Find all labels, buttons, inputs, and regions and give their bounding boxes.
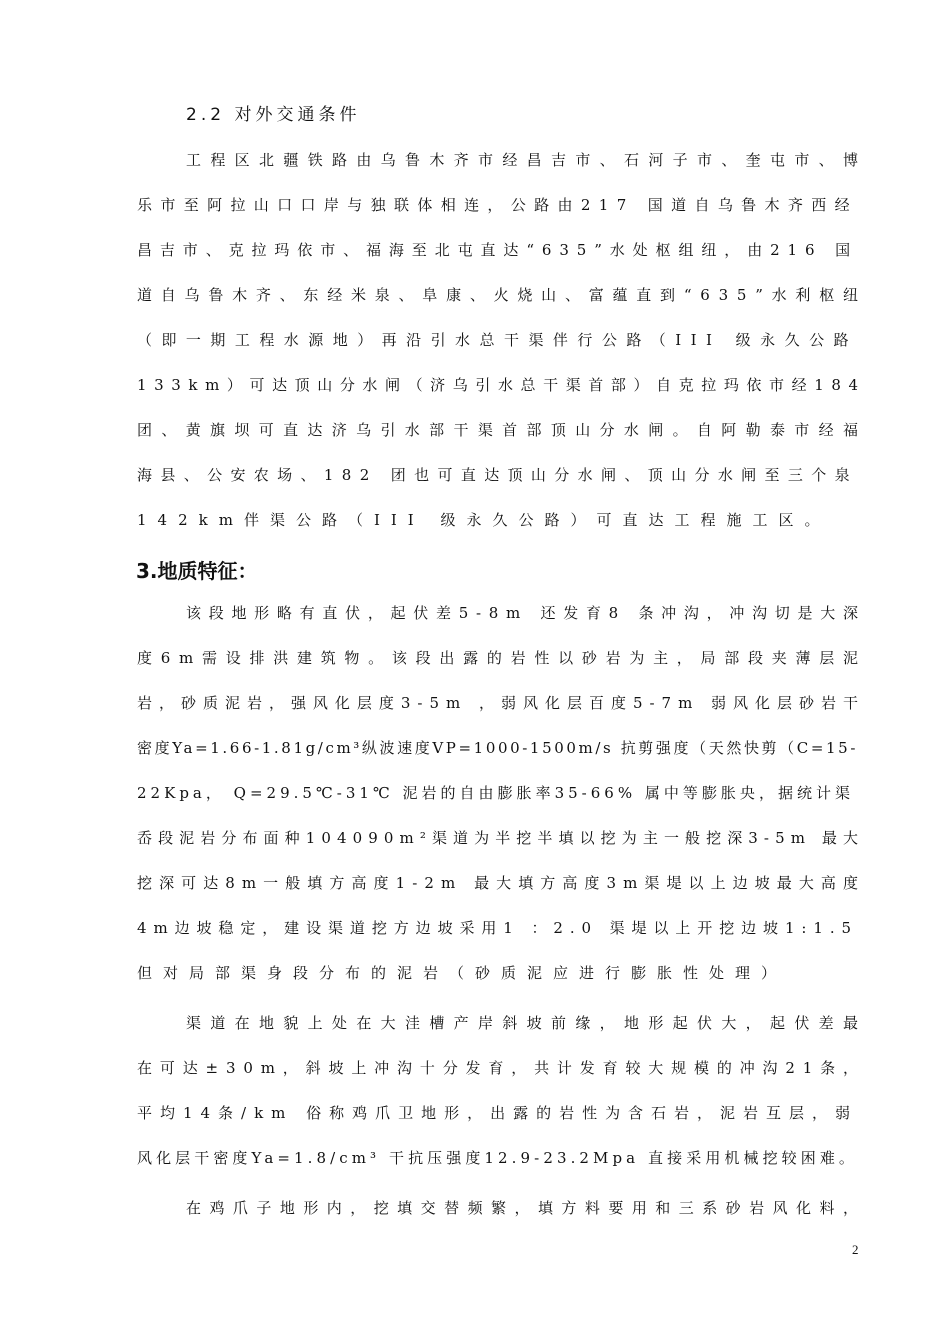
text-line: 密度Ya=1.66-1.81g/cm³纵波速度VP=1000-1500m/s 抗剪强度（天然快剪（C=15- (137, 739, 858, 757)
text-line: 挖深可达8m一般填方高度1-2m 最大填方高度3m渠堤以上边坡最大高度 (137, 874, 866, 892)
text-line: 昌吉市、克拉玛依市、福海至北屯直达“635”水处枢组纽，由216 国 (137, 241, 858, 259)
text-line: 海县、公安农场、182 团也可直达顶山分水闸、顶山分水闸至三个泉 (137, 466, 858, 484)
section-2-2-title: 2.2 对外交通条件 (186, 105, 361, 125)
text-line: 乐市至阿拉山口口岸与独联体相连，公路由217 国道自乌鲁木齐西经 (137, 196, 858, 214)
text-line: 团、黄旗坝可直达济乌引水部干渠首部顶山分水闸。自阿勒泰市经福 (137, 421, 868, 439)
text-line: 度6m需设排洪建筑物。该段出露的岩性以砂岩为主，局部段夹薄层泥 (137, 649, 867, 667)
section-3-title: 3.地质特征： (136, 559, 258, 583)
text-line: 道自乌鲁木齐、东经米泉、阜康、火烧山、富蕴直到“635”水利枢纽 (137, 286, 867, 304)
text-line: 平均14条/km 俗称鸡爪卫地形，出露的岩性为含石岩，泥岩互层，弱 (137, 1104, 858, 1122)
text-line: 4m边坡稳定，建设渠道挖方边坡采用1 ：2.0 渠堤以上开挖边坡1:1.5 (137, 919, 858, 937)
text-line: 在鸡爪子地形内，挖填交替频繁，填方料要用和三系砂岩风化料， (186, 1199, 867, 1217)
text-line: 渠道在地貌上处在大洼槽产岸斜坡前缘，地形起伏大，起伏差最 (186, 1014, 868, 1032)
text-line: 但对局部渠身段分布的泥岩（砂质泥应进行膨胀性处理） (137, 964, 788, 982)
text-line: 142km伴渠公路（III 级永久公路）可直达工程施工区。 (137, 511, 831, 529)
text-line: 该段地形略有直伏，起伏差5-8m 还发育8 条冲沟，冲沟切是大深 (186, 604, 866, 622)
text-line: 133km）可达顶山分水闸（济乌引水总干渠首部）自克拉玛依市经184 (137, 376, 866, 394)
page-number: 2 (852, 1242, 859, 1257)
text-line: 风化层干密度Ya=1.8/cm³ 干抗压强度12.9-23.2Mpa 直接采用机械挖较困难。 (137, 1149, 858, 1167)
text-line: 工程区北疆铁路由乌鲁木齐市经昌吉市、石河子市、奎屯市、博 (186, 151, 868, 169)
text-line: 岙段泥岩分布面种104090m²渠道为半挖半填以挖为主一般挖深3-5m 最大 (137, 829, 865, 847)
text-line: 22Kpa， Q=29.5℃-31℃ 泥岩的自由膨胀率35-66% 属中等膨胀央，据统计渠 (137, 784, 854, 802)
text-line: 在可达±30m，斜坡上冲沟十分发育，共计发育较大规模的冲沟21条， (137, 1059, 866, 1077)
text-line: 岩，砂质泥岩，强风化层度3-5m ，弱风化层百度5-7m 弱风化层砂岩干 (137, 694, 865, 712)
text-line: （即一期工程水源地）再沿引水总干渠伴行公路（III 级永久公路 (137, 331, 858, 349)
